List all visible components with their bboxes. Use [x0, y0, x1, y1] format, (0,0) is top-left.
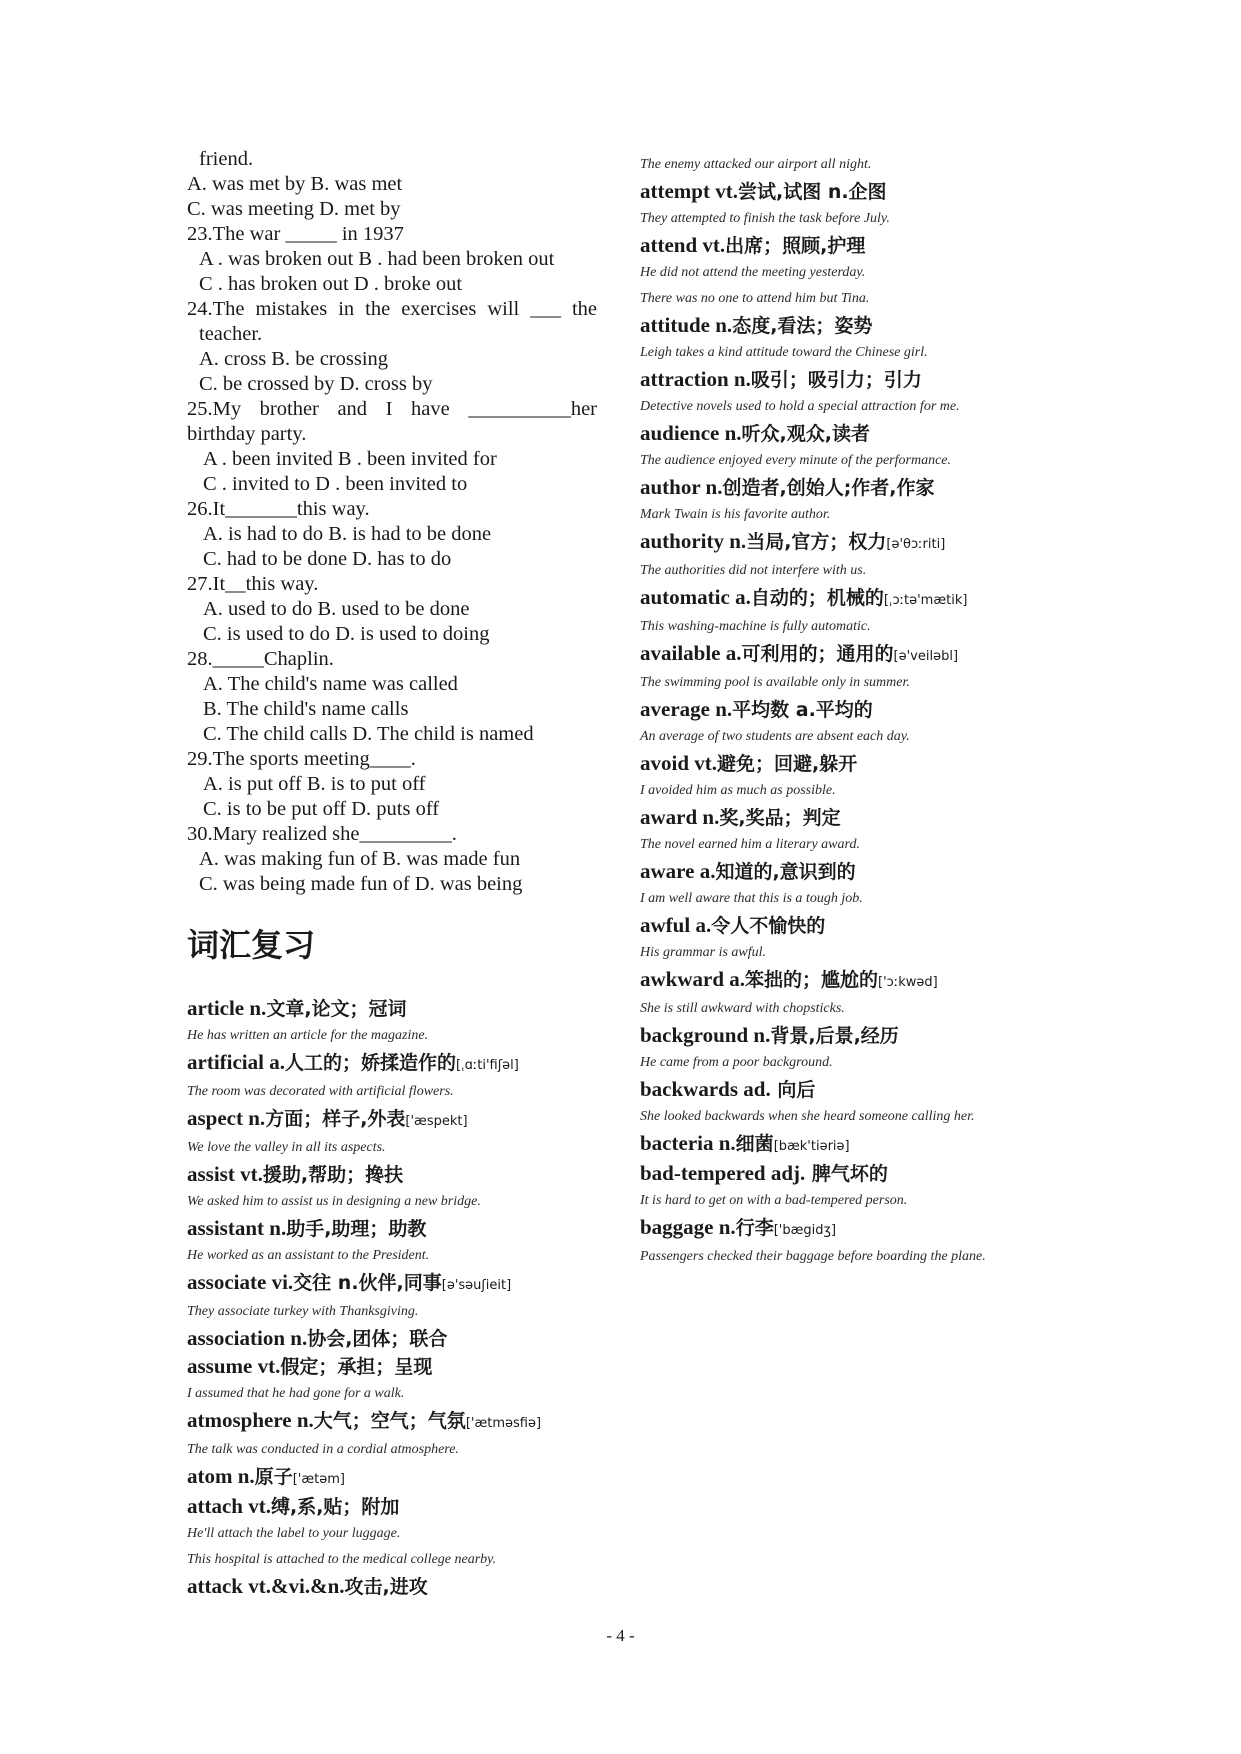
part-of-speech: vt. — [234, 1162, 263, 1186]
question-line: C. be crossed by D. cross by — [199, 373, 433, 395]
word: assume — [187, 1354, 253, 1378]
phonetic: [ˌɔːtə'mætik] — [883, 593, 968, 608]
example-sentence: Passengers checked their baggage before boarding the plane. — [640, 1249, 986, 1264]
question-line: B. The child's name calls — [203, 698, 409, 720]
word: available — [640, 641, 721, 665]
vocab-entry — [187, 1407, 597, 1463]
example-sentence: There was no one to attend him but Tina. — [640, 291, 870, 306]
phonetic: ['bægidʒ] — [773, 1223, 837, 1238]
word: artificial — [187, 1050, 264, 1074]
vocab-entry — [640, 1022, 1060, 1076]
vocab-headword — [187, 1353, 597, 1381]
example-sentence: We love the valley in all its aspects. — [187, 1140, 386, 1155]
vocab-entry — [640, 1160, 1060, 1214]
part-of-speech: n. — [697, 805, 720, 829]
chinese-meaning: 可利用的；通用的 — [741, 643, 894, 665]
part-of-speech: n. — [244, 996, 267, 1020]
part-of-speech: vi. — [266, 1270, 294, 1294]
question-line: A. is had to do B. is had to be done — [203, 523, 492, 545]
phonetic: ['æspekt] — [405, 1114, 468, 1129]
part-of-speech: ad. — [738, 1077, 771, 1101]
example-sentence: The swimming pool is available only in summer. — [640, 675, 910, 690]
question-line: C . has broken out D . broke out — [199, 273, 463, 295]
question-line: 25.My brother and I have __________her — [187, 398, 597, 420]
word: average — [640, 697, 710, 721]
vocab-entry — [640, 966, 1060, 1022]
word: automatic — [640, 585, 730, 609]
example-sentence: The authorities did not interfere with us. — [640, 563, 867, 578]
phonetic: ['ætəm] — [292, 1472, 345, 1487]
word: bacteria — [640, 1131, 714, 1155]
vocab-headword — [640, 312, 1060, 340]
example-sentence: Leigh takes a kind attitude toward the Chinese girl. — [640, 345, 928, 360]
example-sentence: He did not attend the meeting yesterday. — [640, 265, 866, 280]
question-line: 27.It__this way. — [187, 573, 319, 595]
part-of-speech: vt. — [709, 179, 738, 203]
chinese-meaning: 令人不愉快的 — [711, 915, 826, 937]
vocab-headword — [640, 640, 1060, 670]
question-line: C. The child calls D. The child is named — [203, 723, 534, 745]
vocab-entry — [187, 1493, 597, 1573]
part-of-speech: a. — [724, 967, 746, 991]
vocab-headword — [640, 912, 1060, 940]
vocab-headword — [187, 1105, 597, 1135]
part-of-speech: n. — [713, 1131, 736, 1155]
vocab-headword — [640, 474, 1060, 502]
vocab-headword — [187, 1493, 597, 1521]
phonetic: [ə'veiləbl] — [893, 649, 959, 664]
word: author — [640, 475, 701, 499]
vocab-headword — [640, 804, 1060, 832]
part-of-speech: n. — [285, 1326, 308, 1350]
example-sentence: She looked backwards when she heard someone calling her. — [640, 1109, 975, 1124]
question-line: A. was met by B. was met — [187, 173, 403, 195]
word: attach — [187, 1494, 243, 1518]
phonetic: [ˌɑːti'fiʃəl] — [455, 1058, 519, 1073]
question-line: A. cross B. be crossing — [199, 348, 389, 370]
vocab-entry — [640, 232, 1060, 312]
question-line: A . was broken out B . had been broken out — [199, 248, 555, 270]
vocab-entry — [187, 1573, 597, 1601]
vocab-entry — [187, 1105, 597, 1161]
phonetic: [bæk'tiəriə] — [773, 1139, 850, 1154]
chinese-meaning: 缚,系,贴；附加 — [271, 1496, 400, 1518]
chinese-meaning: 细菌 — [735, 1133, 774, 1155]
chinese-meaning: 自动的；机械的 — [750, 587, 884, 609]
chinese-meaning: 脾气坏的 — [805, 1163, 888, 1185]
vocab-headword — [187, 1573, 597, 1601]
vocab-headword — [640, 178, 1060, 206]
word: associate — [187, 1270, 267, 1294]
word: awkward — [640, 967, 725, 991]
section-title: 词汇复习 — [187, 926, 316, 964]
chinese-meaning: 奖,奖品；判定 — [719, 807, 841, 829]
chinese-meaning: 人工的；娇揉造作的 — [284, 1052, 456, 1074]
word: attempt — [640, 179, 710, 203]
vocab-headword — [187, 1161, 597, 1189]
vocab-headword — [640, 858, 1060, 886]
example-sentence: The enemy attacked our airport all night. — [640, 157, 872, 172]
question-line: A. is put off B. is to put off — [203, 773, 426, 795]
part-of-speech: vt.&vi.&n. — [243, 1574, 345, 1598]
part-of-speech: a. — [729, 585, 751, 609]
vocab-entry — [640, 420, 1060, 474]
chinese-meaning: 原子 — [254, 1466, 293, 1488]
word: audience — [640, 421, 720, 445]
chinese-meaning: 背景,后景,经历 — [770, 1025, 899, 1047]
question-line: 29.The sports meeting____. — [187, 748, 416, 770]
vocab-entry — [640, 1130, 1060, 1160]
vocab-headword — [640, 1130, 1060, 1160]
word: attitude — [640, 313, 710, 337]
vocab-entry — [640, 584, 1060, 640]
vocab-headword — [640, 528, 1060, 558]
vocab-entry — [640, 474, 1060, 528]
chinese-meaning: 交往 n.伙伴,同事 — [293, 1272, 442, 1294]
question-line: C. was being made fun of D. was being — [199, 873, 523, 895]
vocab-entry — [187, 995, 597, 1049]
chinese-meaning: 行李 — [735, 1217, 774, 1239]
chinese-meaning: 文章,论文；冠词 — [266, 998, 407, 1020]
part-of-speech: n. — [243, 1106, 266, 1130]
part-of-speech: vt. — [252, 1354, 281, 1378]
chinese-meaning: 攻击,进攻 — [344, 1576, 428, 1598]
word: assistant — [187, 1216, 265, 1240]
vocab-headword — [187, 1215, 597, 1243]
vocab-headword — [640, 366, 1060, 394]
question-line: 24.The mistakes in the exercises will ___ the — [187, 298, 597, 320]
chinese-meaning: 向后 — [770, 1079, 816, 1101]
vocab-entry — [640, 1214, 1060, 1270]
vocab-entry — [187, 1325, 597, 1353]
left-column — [187, 147, 597, 1601]
chinese-meaning: 助手,助理；助教 — [286, 1218, 427, 1240]
vocab-headword — [640, 232, 1060, 260]
word: background — [640, 1023, 749, 1047]
example-sentence: They attempted to finish the task before July. — [640, 211, 890, 226]
example-sentence: An average of two students are absent each day. — [640, 729, 910, 744]
phonetic: ['ɔːkwəd] — [878, 975, 938, 990]
vocab-entry — [640, 178, 1060, 232]
question-line: C. had to be done D. has to do — [203, 548, 452, 570]
word: avoid — [640, 751, 690, 775]
chinese-meaning: 知道的,意识到的 — [715, 861, 856, 883]
vocab-entry — [640, 750, 1060, 804]
question-line: birthday party. — [187, 423, 307, 445]
vocab-headword — [640, 1076, 1060, 1104]
vocab-headword — [640, 1160, 1060, 1188]
question-line: A. The child's name was called — [203, 673, 458, 695]
word: attend — [640, 233, 698, 257]
example-sentence: The novel earned him a literary award. — [640, 837, 860, 852]
vocab-headword — [187, 1325, 597, 1353]
example-sentence: Detective novels used to hold a special attraction for me. — [640, 399, 960, 414]
word: article — [187, 996, 245, 1020]
word: atmosphere — [187, 1408, 292, 1432]
example-sentence: They associate turkey with Thanksgiving. — [187, 1304, 419, 1319]
vocab-headword — [640, 584, 1060, 614]
part-of-speech: vt. — [243, 1494, 271, 1518]
vocab-entry — [640, 696, 1060, 750]
example-sentence: The room was decorated with artificial flowers. — [187, 1084, 454, 1099]
part-of-speech: n. — [700, 475, 723, 499]
chinese-meaning: 方面；样子,外表 — [265, 1108, 406, 1130]
vocab-entry — [187, 1463, 597, 1493]
vocab-entry — [187, 1269, 597, 1325]
example-sentence: I avoided him as much as possible. — [640, 783, 836, 798]
part-of-speech: vt. — [689, 751, 718, 775]
vocab-headword — [187, 1463, 597, 1493]
part-of-speech: n. — [719, 421, 742, 445]
question-line: friend. — [199, 148, 254, 170]
part-of-speech: adj. — [765, 1161, 806, 1185]
question-line: C . invited to D . been invited to — [203, 473, 468, 495]
vocab-headword — [640, 420, 1060, 448]
word: baggage — [640, 1215, 714, 1239]
word: authority — [640, 529, 724, 553]
question-line: A. used to do B. used to be done — [203, 598, 470, 620]
vocab-headword — [640, 966, 1060, 996]
chinese-meaning: 协会,团体；联合 — [307, 1328, 448, 1350]
word: award — [640, 805, 698, 829]
example-sentence: He came from a poor background. — [640, 1055, 833, 1070]
part-of-speech: n. — [264, 1216, 287, 1240]
chinese-meaning: 避免；回避,躲开 — [717, 753, 858, 775]
vocab-list-left — [187, 995, 597, 1601]
part-of-speech: a. — [690, 913, 712, 937]
vocab-entry — [640, 804, 1060, 858]
vocab-entry — [640, 640, 1060, 696]
example-sentence: I am well aware that this is a tough job. — [640, 891, 863, 906]
chinese-meaning: 听众,观众,读者 — [741, 423, 870, 445]
question-line: A . been invited B . been invited for — [203, 448, 497, 470]
example-sentence: We asked him to assist us in designing a new bridge. — [187, 1194, 481, 1209]
chinese-meaning: 吸引；吸引力；引力 — [750, 369, 922, 391]
chinese-meaning: 假定；承担；呈现 — [280, 1356, 433, 1378]
question-line: C. is to be put off D. puts off — [203, 798, 440, 820]
word: atom — [187, 1464, 233, 1488]
vocab-entry — [640, 312, 1060, 366]
question-line: C. was meeting D. met by — [187, 198, 401, 220]
example-sentence: He worked as an assistant to the President. — [187, 1248, 430, 1263]
vocab-headword — [187, 1407, 597, 1437]
vocab-entry — [640, 912, 1060, 966]
word: attack — [187, 1574, 243, 1598]
phonetic: ['ætməsfiə] — [465, 1416, 542, 1431]
vocab-headword — [187, 1269, 597, 1299]
page-number: - 4 - — [606, 1626, 635, 1645]
part-of-speech: n. — [232, 1464, 255, 1488]
example-sentence: She is still awkward with chopsticks. — [640, 1001, 845, 1016]
word: association — [187, 1326, 286, 1350]
question-line: A. was making fun of B. was made fun — [199, 848, 521, 870]
vocab-entry — [640, 858, 1060, 912]
vocab-entry — [187, 1215, 597, 1269]
chinese-meaning: 态度,看法；姿势 — [732, 315, 873, 337]
vocab-entry — [187, 1353, 597, 1407]
chinese-meaning: 笨拙的；尴尬的 — [745, 969, 879, 991]
phonetic: [ə'səuʃieit] — [441, 1278, 512, 1293]
word: aware — [640, 859, 695, 883]
example-sentence: It is hard to get on with a bad-tempered person. — [640, 1193, 908, 1208]
word: assist — [187, 1162, 235, 1186]
example-sentence: This hospital is attached to the medical college nearby. — [187, 1552, 497, 1567]
word: bad-tempered — [640, 1161, 766, 1185]
example-sentence: I assumed that he had gone for a walk. — [187, 1386, 405, 1401]
example-sentence: He has written an article for the magazine. — [187, 1028, 429, 1043]
vocab-headword — [187, 1049, 597, 1079]
example-sentence: Mark Twain is his favorite author. — [640, 507, 831, 522]
part-of-speech: n. — [291, 1408, 314, 1432]
right-column — [640, 152, 1060, 1270]
question-line: 23.The war _____ in 1937 — [187, 223, 404, 245]
part-of-speech: a. — [263, 1050, 285, 1074]
example-sentence: This washing-machine is fully automatic. — [640, 619, 871, 634]
chinese-meaning: 平均数 a.平均的 — [732, 699, 873, 721]
part-of-speech: vt. — [697, 233, 726, 257]
chinese-meaning: 援助,帮助；搀扶 — [262, 1164, 404, 1186]
chinese-meaning: 出席；照顾,护理 — [725, 235, 866, 257]
vocab-entry — [187, 1161, 597, 1215]
word: aspect — [187, 1106, 243, 1130]
question-line: 28._____Chaplin. — [187, 648, 334, 670]
part-of-speech: n. — [748, 1023, 771, 1047]
vocab-entry — [640, 366, 1060, 420]
vocab-entry — [187, 1049, 597, 1105]
chinese-meaning: 当局,官方；权力 — [746, 531, 887, 553]
example-sentence: The audience enjoyed every minute of the performance. — [640, 453, 952, 468]
vocab-headword — [640, 1022, 1060, 1050]
part-of-speech: n. — [713, 1215, 736, 1239]
part-of-speech: n. — [724, 529, 747, 553]
vocab-headword — [187, 995, 597, 1023]
question-line: C. is used to do D. is used to doing — [203, 623, 490, 645]
vocab-headword — [640, 750, 1060, 778]
part-of-speech: n. — [709, 697, 733, 721]
example-sentence: His grammar is awful. — [640, 945, 767, 960]
question-line: 26.It_______this way. — [187, 498, 370, 520]
question-line: teacher. — [199, 323, 263, 345]
example-sentence: He'll attach the label to your luggage. — [187, 1526, 401, 1541]
exercise-questions — [187, 147, 597, 897]
part-of-speech: n. — [728, 367, 751, 391]
word: awful — [640, 913, 691, 937]
vocab-list-right — [640, 178, 1060, 1270]
chinese-meaning: 大气；空气；气氛 — [313, 1410, 466, 1432]
chinese-meaning: 尝试,试图 n.企图 — [737, 181, 887, 203]
part-of-speech: n. — [710, 313, 733, 337]
chinese-meaning: 创造者,创始人;作者,作家 — [722, 477, 935, 499]
phonetic: [ə'θɔːriti] — [886, 537, 946, 552]
question-line: 30.Mary realized she_________. — [187, 823, 457, 845]
vocab-entry — [640, 1076, 1060, 1130]
part-of-speech: a. — [720, 641, 742, 665]
word: attraction — [640, 367, 729, 391]
vocab-headword — [640, 696, 1060, 724]
part-of-speech: a. — [694, 859, 716, 883]
vocab-entry — [640, 528, 1060, 584]
word: backwards — [640, 1077, 739, 1101]
vocab-headword — [640, 1214, 1060, 1244]
example-sentence: The talk was conducted in a cordial atmosphere. — [187, 1442, 459, 1457]
